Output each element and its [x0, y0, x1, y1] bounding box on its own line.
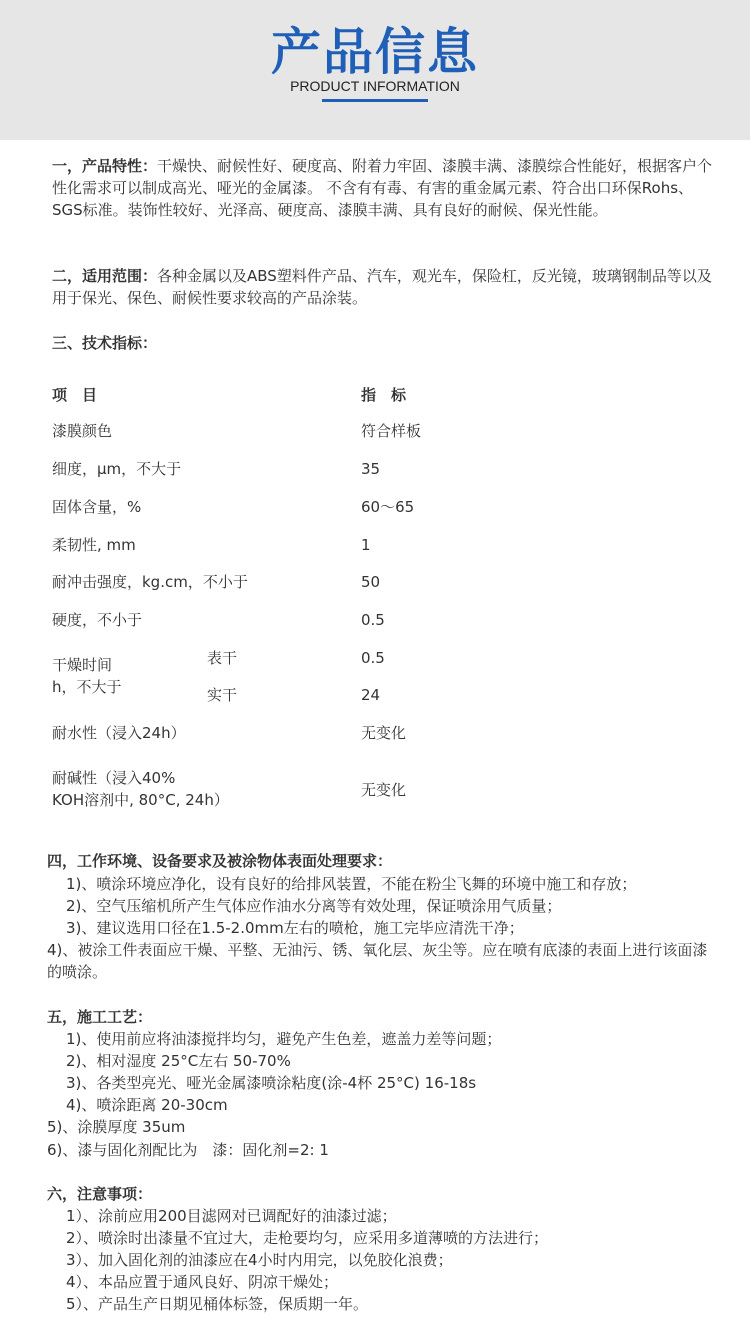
list-item: 5）、产品生产日期见桶体标签，保质期一年。 [66, 1295, 369, 1313]
list-item: 4)、被涂工件表面应干燥、平整、无油污、锈、氧化层、灰尘等。应在喷有底漆的表面上进行该面漆的喷涂。 [47, 941, 708, 981]
hard-dry-label: 实干 [207, 686, 238, 704]
page-title: 产品信息 [271, 23, 479, 81]
page-subtitle: PRODUCT INFORMATION [290, 78, 460, 94]
list-item: 1)、喷涂环境应净化，设有良好的给排风装置，不能在粉尘飞舞的环境中施工和存放； [66, 875, 637, 893]
section-specs-title: 三、技术指标： [52, 334, 158, 352]
spec-row-item: 耐冲击强度，kg.cm，不小于 [52, 573, 248, 591]
section-features-text: 干燥快、耐候性好、硬度高、附着力牢固、漆膜丰满、漆膜综合性能好，根据客户个性化需求可以制成高光、哑光的金属漆。 不含有有毒、有害的重金属元素、符合出口环保Rohs、SGS标准。装饰性较好、光泽高、硬度高、漆膜丰满、具有良好的耐候、保光性能。 [52, 157, 713, 219]
section-scope-label: 二，适用范围： [52, 267, 158, 285]
list-item: 4）、本品应置于通风良好、阴凉干燥处； [66, 1273, 339, 1291]
section-features-label: 一，产品特性： [52, 157, 158, 175]
spec-row-item: 漆膜颜色 [52, 422, 113, 440]
spec-row-value: 0.5 [361, 611, 385, 629]
spec-row-value: 50 [361, 573, 381, 591]
spec-header-item: 项 目 [52, 386, 98, 404]
section-notes-title: 六，注意事项： [47, 1185, 153, 1203]
spec-header-value: 指 标 [361, 386, 407, 404]
list-item: 3)、建议选用口径在1.5-2.0mm左右的喷枪，施工完毕应清洗干净； [66, 919, 524, 937]
water-resistance-item: 耐水性（浸入24h） [52, 724, 186, 742]
spec-row-value: 35 [361, 460, 381, 478]
list-item: 2）、喷涂时出漆量不宜过大，走枪要均匀，应采用多道薄喷的方法进行； [66, 1229, 549, 1247]
spec-row-item: 柔韧性, mm [52, 536, 136, 554]
alkali-resistance-item: 耐碱性（浸入40% [52, 769, 176, 787]
list-item: 3）、加入固化剂的油漆应在4小时内用完，以免胶化浪费； [66, 1251, 453, 1269]
spec-row-value: 60～65 [361, 498, 415, 516]
list-item: 2)、空气压缩机所产生气体应作油水分离等有效处理，保证喷涂用气质量； [66, 897, 562, 915]
water-resistance-value: 无变化 [361, 724, 407, 742]
section-process-title: 五，施工工艺： [47, 1008, 153, 1026]
hard-dry-value: 24 [361, 686, 381, 704]
alkali-resistance-value: 无变化 [361, 781, 407, 799]
spec-row-value: 1 [361, 536, 371, 554]
section-scope [52, 265, 717, 309]
section-scope-text: 各种金属以及ABS塑料件产品、汽车，观光车，保险杠，反光镜，玻璃钢制品等以及用于保光、保色、耐候性要求较高的产品涂装。 [52, 267, 712, 307]
list-item: 1）、涂前应用200目滤网对已调配好的油漆过滤； [66, 1207, 397, 1225]
section-features [52, 155, 717, 221]
drying-time-item: 干燥时间 [52, 656, 113, 674]
list-item: 3)、各类型亮光、哑光金属漆喷涂粘度(涂-4杯 25°C) 16-18s [66, 1074, 477, 1092]
list-item: 4)、喷涂距离 20-30cm [66, 1096, 228, 1114]
spec-row-value: 符合样板 [361, 422, 422, 440]
spec-row-item: 固体含量，% [52, 498, 142, 516]
drying-time-unit: h，不大于 [52, 678, 122, 696]
spec-row-item: 细度，μm，不大于 [52, 460, 182, 478]
alkali-resistance-condition: KOH溶剂中, 80°C, 24h） [52, 791, 229, 809]
list-item: 1)、使用前应将油漆搅拌均匀，避免产生色差，遮盖力差等问题； [66, 1030, 502, 1048]
section-environment-title: 四，工作环境、设备要求及被涂物体表面处理要求： [47, 852, 393, 870]
list-item: 5)、涂膜厚度 35um [47, 1118, 186, 1136]
spec-row-item: 硬度，不小于 [52, 611, 143, 629]
list-item: 6)、漆与固化剂配比为 漆：固化剂=2: 1 [47, 1141, 329, 1159]
surface-dry-value: 0.5 [361, 649, 385, 667]
list-item: 2)、相对湿度 25°C左右 50-70% [66, 1052, 291, 1070]
surface-dry-label: 表干 [207, 649, 238, 667]
